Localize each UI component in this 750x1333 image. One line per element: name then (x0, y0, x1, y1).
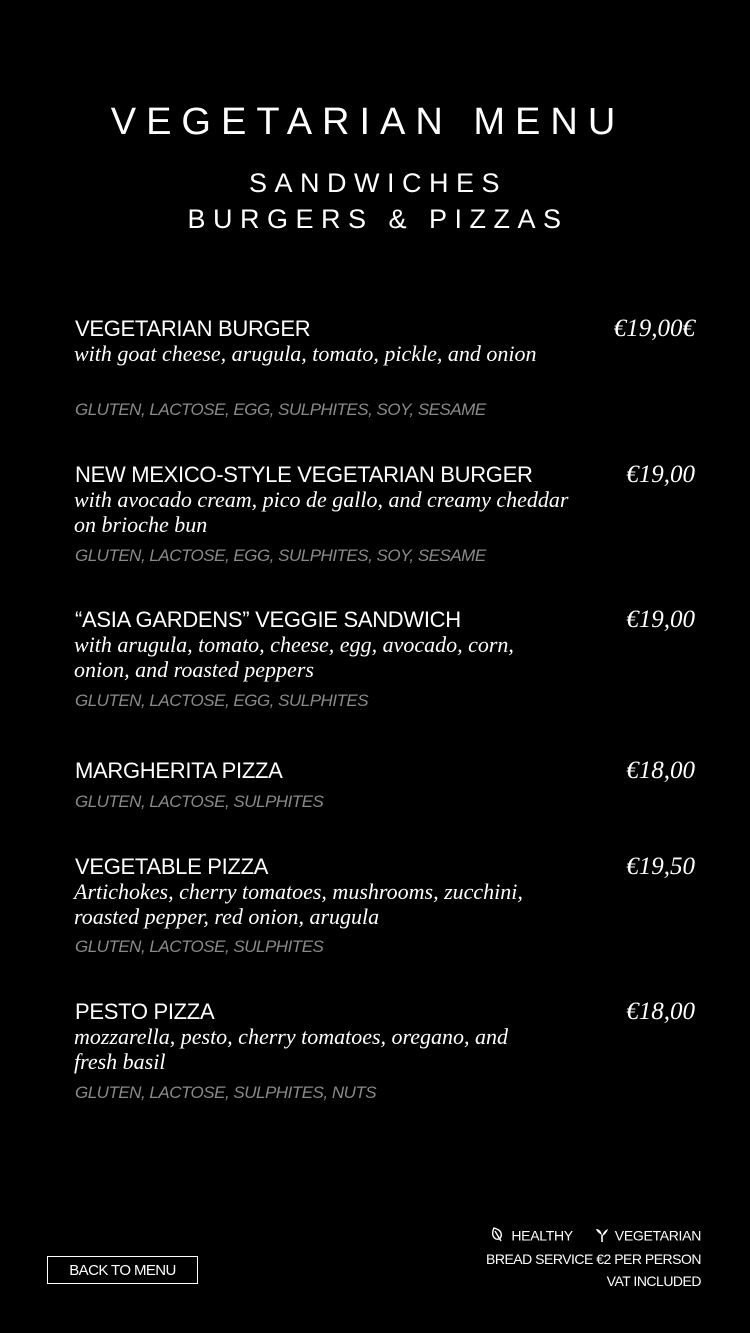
menu-item-description: with avocado cream, pico de gallo, and creamy cheddar on brioche bun (74, 487, 569, 537)
sprout-icon (595, 1227, 609, 1243)
menu-item-allergens: GLUTEN, LACTOSE, SULPHITES (75, 792, 324, 811)
menu-item-price: €18,00 (626, 757, 695, 784)
back-to-menu-button[interactable]: BACK TO MENU (47, 1256, 198, 1284)
bread-service-note: BREAD SERVICE €2 PER PERSON (486, 1251, 701, 1267)
page-subtitle-line2: BURGERS & PIZZAS (187, 204, 569, 234)
menu-item-allergens: GLUTEN, LACTOSE, EGG, SULPHITES, SOY, SESAME (75, 400, 486, 419)
menu-item-price: €18,00 (626, 998, 695, 1025)
vat-note: VAT INCLUDED (606, 1273, 701, 1289)
menu-item-allergens: GLUTEN, LACTOSE, EGG, SULPHITES (75, 691, 369, 710)
menu-item-name: VEGETABLE PIZZA (75, 854, 269, 879)
menu-item-name: “ASIA GARDENS” VEGGIE SANDWICH (75, 607, 461, 632)
page-title: VEGETARIAN MENU (110, 101, 626, 143)
menu-item-allergens: GLUTEN, LACTOSE, EGG, SULPHITES, SOY, SESAME (75, 546, 486, 565)
leaf-icon (491, 1227, 505, 1243)
menu-item-allergens: GLUTEN, LACTOSE, SULPHITES, NUTS (75, 1083, 377, 1102)
legend-healthy-label: HEALTHY (511, 1227, 573, 1244)
menu-item-name: PESTO PIZZA (75, 999, 215, 1024)
legend (491, 1224, 701, 1245)
menu-item-description: with goat cheese, arugula, tomato, pickle, and onion (74, 341, 537, 366)
menu-item-name: MARGHERITA PIZZA (75, 758, 283, 783)
menu-item-description: Artichokes, cherry tomatoes, mushrooms, zucchini, roasted pepper, red onion, arugula (74, 879, 523, 929)
menu-item-price: €19,00 (626, 606, 695, 633)
menu-item-description: with arugula, tomato, cheese, egg, avocado, corn, onion, and roasted peppers (74, 632, 514, 682)
menu-item-price: €19,00 (626, 461, 695, 488)
menu-item-description: mozzarella, pesto, cherry tomatoes, oregano, and fresh basil (74, 1024, 509, 1074)
menu-item-price: €19,50 (626, 853, 695, 880)
legend-vegetarian-label: VEGETARIAN (614, 1227, 701, 1244)
menu-item-allergens: GLUTEN, LACTOSE, SULPHITES (75, 937, 324, 956)
menu-item-name: VEGETARIAN BURGER (75, 316, 311, 341)
page-subtitle-line1: SANDWICHES (248, 168, 507, 198)
menu-item-name: NEW MEXICO-STYLE VEGETARIAN BURGER (75, 462, 533, 487)
menu-item-price: €19,00€ (613, 315, 695, 342)
